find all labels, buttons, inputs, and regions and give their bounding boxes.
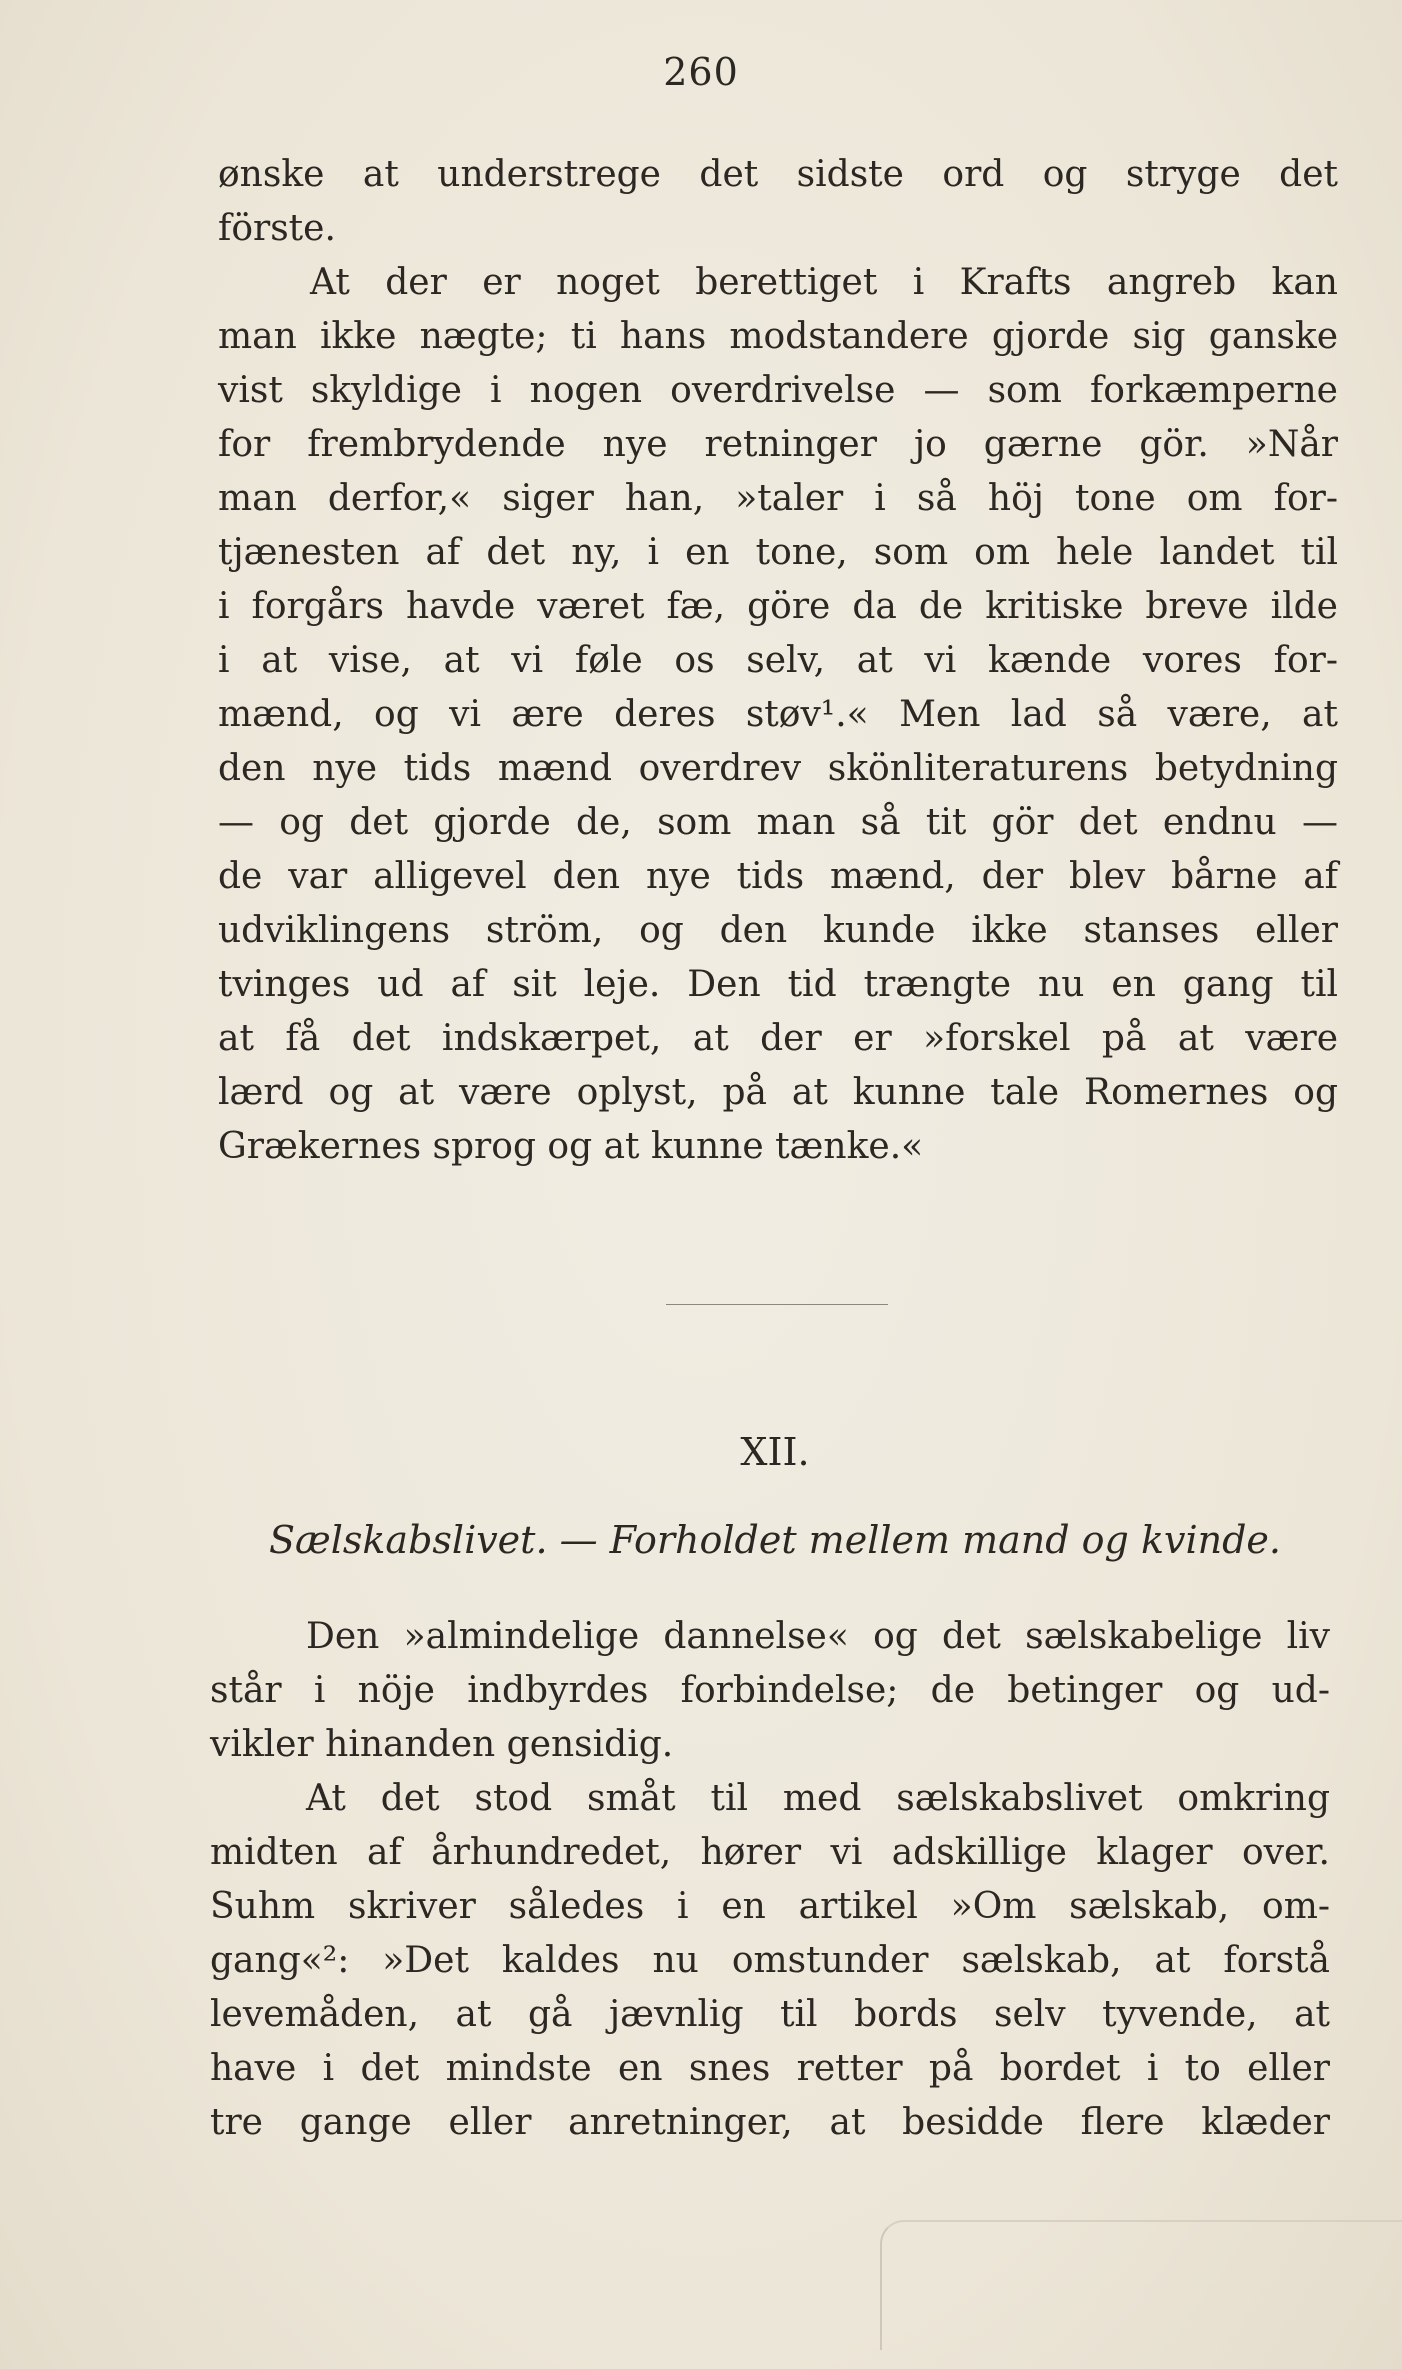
- text-line: Suhm skriver således i en artikel »Om sælskab, om-: [210, 1886, 1330, 1927]
- text-line: man ikke nægte; ti hans modstandere gjorde sig ganske: [218, 316, 1338, 357]
- text-line: tre gange eller anretninger, at besidde flere klæder: [210, 2102, 1330, 2143]
- text-line: mænd, og vi ære deres støv¹.« Men lad så være, at: [218, 694, 1338, 735]
- text-line: midten af århundredet, hører vi adskillige klager over.: [210, 1832, 1330, 1873]
- text-line: for frembrydende nye retninger jo gærne gör. »Når: [218, 424, 1338, 465]
- text-line: at få det indskærpet, at der er »forskel på at være: [218, 1018, 1338, 1059]
- text-line: vist skyldige i nogen overdrivelse — som forkæmperne: [218, 370, 1338, 411]
- text-line: står i nöje indbyrdes forbindelse; de betinger og ud-: [210, 1670, 1330, 1711]
- text-line: tvinges ud af sit leje. Den tid trængte nu en gang til: [218, 964, 1338, 1005]
- body-text-block-1: [218, 148, 1338, 1174]
- text-line: — og det gjorde de, som man så tit gör det endnu —: [218, 802, 1338, 843]
- text-line: At der er noget berettiget i Krafts angreb kan: [310, 262, 1338, 303]
- body-text-block-2: [210, 1610, 1330, 2150]
- chapter-number: XII.: [740, 1430, 810, 1474]
- chapter-title: Sælskabslivet. — Forholdet mellem mand og kvinde.: [269, 1518, 1281, 1562]
- section-divider: [666, 1304, 888, 1305]
- text-line: gang«²: »Det kaldes nu omstunder sælskab, at forstå: [210, 1940, 1330, 1981]
- text-line: ønske at understrege det sidste ord og stryge det: [218, 154, 1338, 195]
- text-line: man derfor,« siger han, »taler i så höj tone om for-: [218, 478, 1338, 519]
- text-line: levemåden, at gå jævnlig til bords selv tyvende, at: [210, 1994, 1330, 2035]
- text-line: have i det mindste en snes retter på bordet i to eller: [210, 2048, 1330, 2089]
- text-line: Grækernes sprog og at kunne tænke.«: [218, 1126, 924, 1167]
- text-line: udviklingens ström, og den kunde ikke stanses eller: [218, 910, 1338, 951]
- text-line: Den »almindelige dannelse« og det sælskabelige liv: [306, 1616, 1330, 1657]
- page-number: 260: [663, 50, 739, 94]
- text-line: i forgårs havde været fæ, göre da de kritiske breve ilde: [218, 586, 1338, 627]
- text-line: tjænesten af det ny, i en tone, som om hele landet til: [218, 532, 1338, 573]
- text-line: vikler hinanden gensidig.: [210, 1724, 674, 1765]
- text-line: de var alligevel den nye tids mænd, der blev bårne af: [218, 856, 1338, 897]
- text-line: lærd og at være oplyst, på at kunne tale Romernes og: [218, 1072, 1338, 1113]
- text-line: i at vise, at vi føle os selv, at vi kænde vores for-: [218, 640, 1338, 681]
- text-line: den nye tids mænd overdrev skönliteraturens betydning: [218, 748, 1338, 789]
- text-line: förste.: [218, 208, 336, 249]
- text-line: At det stod småt til med sælskabslivet omkring: [306, 1778, 1330, 1819]
- paper-edge-mark: [880, 2220, 1402, 2350]
